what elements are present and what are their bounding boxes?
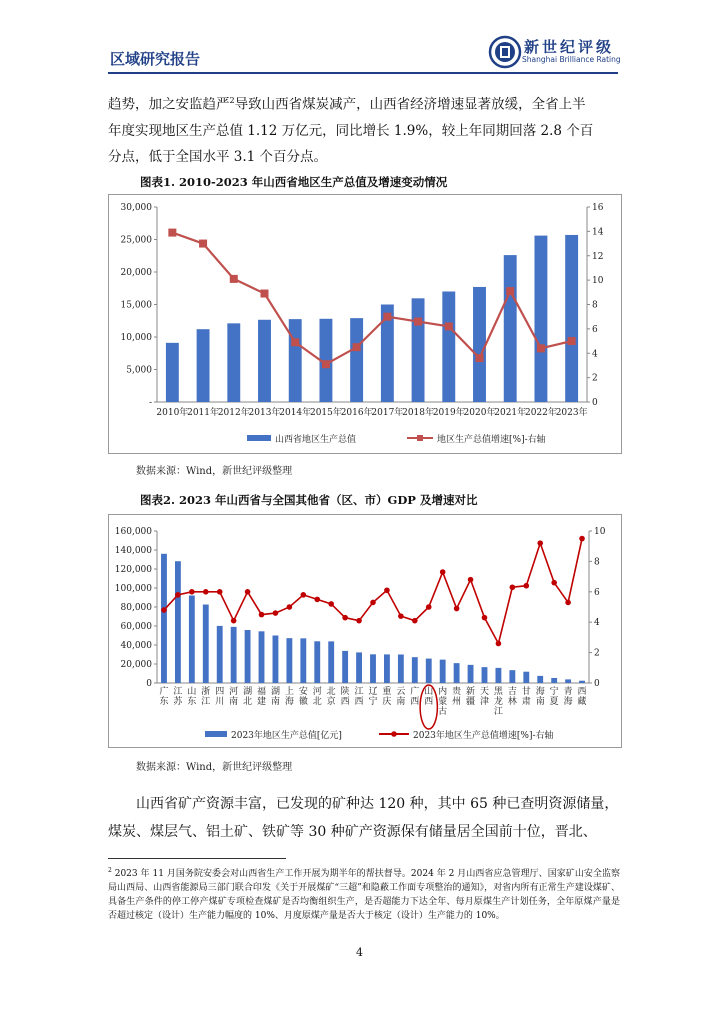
gdp-bar	[328, 641, 334, 683]
growth-point	[314, 597, 320, 603]
footnote-text: 2023 年 11 月国务院安委会对山西省生产工作开展为期半年的帮扶督导。2024 年 2 月山西省应急管理厅、国家矿山安全监察局山西局、山西省能源局三部门联合印发《关于开展煤矿“三超”和隐蔽工作面专项整治的通知》，对省内所有正常生产建设煤矿、具备生产条件的停工停产煤矿专项检查煤矿是否均衡组织生产，是否超能力下达全年、每月原煤生产计划任务，全年原煤产量是否超过核定（设计）生产能力幅度的 10%、月度原煤产量是否大于核定（设计）生产能力的 10%。	[108, 869, 620, 921]
report-section-title: 区域研究报告	[110, 50, 201, 68]
left-tick-label: 80,000	[120, 603, 152, 613]
category-label: 甘肃	[521, 687, 531, 707]
growth-point	[383, 313, 391, 321]
category-label: 湖南	[270, 687, 280, 707]
figure2-title: 图表2. 2023 年山西省与全国其他省（区、市）GDP 及增速对比	[140, 493, 478, 507]
gdp-bar	[426, 659, 432, 683]
right-tick-label: 2	[592, 373, 598, 384]
right-tick-label: 4	[594, 618, 600, 629]
category-label: 2011年	[187, 408, 220, 418]
gdp-bar	[161, 554, 167, 683]
left-tick-label: 30,000	[120, 203, 152, 213]
figure1-title: 图表1. 2010-2023 年山西省地区生产总值及增速变动情况	[140, 175, 448, 189]
growth-point	[445, 322, 453, 330]
growth-point	[523, 583, 529, 589]
paragraph-line: 山西省矿产资源丰富，已发现的矿种达 120 种，其中 65 种已查明资源储量，	[136, 796, 619, 812]
left-tick-label: 0	[146, 679, 152, 689]
paragraph-line: 分点，低于全国水平 3.1 个百分点。	[108, 148, 328, 165]
growth-point	[568, 337, 576, 345]
gdp-bar	[440, 660, 446, 683]
gdp-bar	[565, 235, 578, 402]
category-label: 2022年	[524, 408, 557, 418]
footnote-ref: 2	[229, 96, 235, 105]
growth-point	[353, 343, 361, 351]
right-tick-label: 16	[592, 203, 604, 213]
category-label: 2012年	[217, 408, 250, 418]
gdp-bar	[523, 672, 529, 683]
growth-point	[370, 600, 376, 606]
gdp-bar	[398, 655, 404, 684]
left-tick-label: 60,000	[120, 622, 152, 632]
growth-line	[164, 539, 582, 644]
growth-point	[482, 615, 488, 621]
growth-point	[551, 580, 557, 586]
category-label: 江苏	[173, 687, 183, 707]
gdp-bar	[342, 651, 348, 683]
category-label: 内蒙古	[438, 687, 448, 717]
category-label: 四川	[215, 687, 225, 707]
gdp-bar	[384, 654, 390, 683]
right-tick-label: 10	[592, 276, 604, 287]
gdp-bar	[495, 668, 501, 683]
growth-point	[414, 318, 422, 326]
right-tick-label: 2	[594, 648, 600, 659]
category-label: 重庆	[382, 687, 392, 707]
left-tick-label: 100,000	[114, 584, 152, 594]
right-tick-label: 8	[592, 300, 598, 311]
left-tick-label: 40,000	[120, 641, 152, 651]
category-label: 青海	[563, 687, 573, 707]
growth-point	[199, 240, 207, 248]
growth-point	[398, 613, 404, 619]
gdp-bar	[565, 679, 571, 683]
category-label: 广东	[159, 687, 169, 707]
gdp-bar	[203, 605, 209, 683]
gdp-bar	[289, 319, 302, 402]
category-label: 安徽	[298, 687, 308, 707]
gdp-bar	[314, 641, 320, 683]
figure2-chart-frame	[108, 514, 622, 748]
category-label: 广西	[410, 687, 420, 707]
paragraph-line	[108, 88, 620, 118]
gdp-bar	[245, 630, 251, 683]
growth-point	[537, 540, 543, 546]
left-tick-label: 120,000	[114, 565, 152, 575]
category-label: 北京	[326, 687, 336, 707]
category-label: 西藏	[577, 687, 587, 707]
gdp-bar	[350, 318, 363, 402]
gdp-bar	[175, 561, 181, 683]
growth-point	[496, 641, 502, 647]
gdp-bar	[273, 636, 279, 684]
gdp-bar	[551, 678, 557, 683]
category-label: 新疆	[466, 687, 476, 707]
category-label: 2021年	[494, 408, 527, 418]
gdp-bar	[534, 236, 547, 402]
category-label: 2020年	[463, 408, 496, 418]
text-run: 导致山西省煤炭减产，山西省经济增速显著放缓，全省上半	[234, 96, 586, 113]
right-tick-label: 10	[594, 527, 606, 537]
category-label: 2023年	[555, 408, 588, 418]
growth-point	[261, 290, 269, 298]
figure1-source: 数据来源：Wind，新世纪评级整理	[136, 466, 293, 477]
gdp-bar	[579, 681, 585, 683]
gdp-bar	[166, 343, 179, 402]
right-tick-label: 14	[592, 227, 604, 238]
gdp-bar	[259, 631, 265, 683]
category-label: 2013年	[248, 408, 281, 418]
growth-point	[440, 569, 446, 575]
category-label: 浙江	[201, 687, 211, 707]
category-label: 吉林	[507, 687, 517, 707]
page-number: 4	[356, 946, 363, 959]
growth-point	[468, 577, 474, 583]
growth-point	[161, 607, 167, 613]
left-tick-label: 160,000	[114, 527, 152, 537]
legend-line-label: 2023年地区生产总值增速[%]-右轴	[413, 731, 554, 741]
footnote-rule	[108, 858, 286, 859]
growth-point	[565, 600, 571, 606]
gdp-bar	[504, 255, 517, 402]
gdp-bar	[468, 665, 474, 683]
category-label: 辽宁	[368, 687, 378, 707]
gdp-bar	[482, 667, 488, 683]
left-tick-label: 15,000	[120, 300, 152, 311]
growth-point	[203, 589, 209, 595]
logo-english-name: Shanghai Brilliance Rating	[522, 55, 621, 64]
right-tick-label: 6	[594, 587, 600, 598]
right-tick-label: 0	[592, 398, 598, 408]
gdp-bar	[412, 298, 425, 402]
category-label: 2010年	[156, 408, 189, 418]
minerals-paragraph	[108, 790, 620, 846]
growth-point	[356, 618, 362, 624]
right-tick-label: 0	[594, 679, 600, 689]
gdp-bar	[300, 638, 306, 683]
category-label: 天津	[479, 687, 489, 707]
figure2-source: 数据来源：Wind，新世纪评级整理	[136, 762, 293, 773]
gdp-bar	[473, 287, 486, 402]
category-label: 湖北	[243, 687, 253, 707]
category-label: 上海	[284, 687, 294, 707]
growth-point	[426, 604, 432, 610]
category-label: 2018年	[402, 408, 435, 418]
footnote-mark: 2	[108, 867, 112, 874]
left-tick-label: 20,000	[120, 268, 152, 278]
growth-point	[231, 618, 237, 624]
category-label: 河南	[229, 687, 239, 707]
left-tick-label: 5,000	[126, 365, 152, 376]
legend-line-label: 地区生产总值增速[%]-右轴	[437, 435, 546, 445]
category-label: 宁夏	[549, 687, 559, 707]
growth-point	[291, 338, 299, 346]
gdp-bar	[217, 626, 223, 683]
text-run: 趋势，加之安监趋严	[108, 96, 230, 113]
gdp-bar	[258, 320, 271, 402]
logo-emblem-icon	[488, 35, 522, 69]
left-tick-label: 10,000	[120, 333, 152, 343]
category-label: 河北	[312, 687, 322, 707]
category-label: 福建	[257, 687, 267, 707]
growth-point	[506, 287, 514, 295]
gdp-bar	[442, 292, 455, 403]
growth-point	[245, 589, 251, 595]
category-label: 海南	[535, 687, 545, 707]
legend-bar-label: 2023年地区生产总值[亿元]	[231, 731, 342, 741]
right-tick-label: 6	[592, 324, 598, 335]
paragraph-line: 煤炭、煤层气、铝土矿、铁矿等 30 种矿产资源保有储量居全国前十位，晋北、	[108, 824, 597, 840]
category-label: 2014年	[279, 408, 312, 418]
category-label: 2017年	[371, 408, 404, 418]
gdp-bar	[537, 676, 543, 683]
figure2-chart	[109, 515, 621, 747]
figure1-chart	[109, 195, 621, 453]
left-tick-label: 140,000	[114, 546, 152, 556]
growth-point	[476, 354, 484, 362]
category-label: 2016年	[340, 408, 373, 418]
growth-point	[537, 344, 545, 352]
growth-point	[454, 606, 460, 612]
category-label: 山东	[187, 687, 197, 707]
gdp-bar	[412, 657, 418, 683]
right-tick-label: 8	[594, 557, 600, 568]
growth-point	[287, 604, 293, 610]
growth-point	[322, 360, 330, 368]
growth-point	[384, 587, 390, 593]
legend-bar-label: 山西省地区生产总值	[275, 435, 357, 445]
header-rule	[108, 72, 618, 74]
gdp-bar	[370, 654, 376, 683]
gdp-bar	[454, 663, 460, 683]
category-label: 云南	[396, 687, 406, 707]
right-tick-label: 12	[592, 251, 604, 262]
growth-point	[175, 592, 181, 598]
gdp-bar	[189, 596, 195, 683]
left-tick-label: 20,000	[120, 660, 152, 670]
category-label: 贵州	[452, 687, 462, 707]
legend-line-marker	[391, 731, 397, 737]
growth-point	[259, 612, 265, 618]
growth-point	[510, 584, 516, 590]
paragraph-line: 年度实现地区生产总值 1.12 万亿元，同比增长 1.9%，较上年同期回落 2.8 个百	[108, 122, 594, 139]
category-label: 陕西	[340, 687, 350, 707]
gdp-bar	[197, 329, 210, 402]
gdp-bar	[509, 670, 515, 683]
growth-point	[328, 601, 334, 607]
category-label: 2015年	[309, 408, 342, 418]
growth-point	[273, 610, 279, 616]
gdp-bar	[356, 652, 362, 683]
category-label: 江西	[354, 687, 364, 707]
category-label: 黑龙江	[493, 687, 503, 717]
growth-point	[301, 592, 307, 598]
left-tick-label: -	[148, 398, 152, 408]
legend-line-marker	[417, 435, 423, 441]
footnote	[108, 864, 620, 923]
growth-point	[579, 536, 585, 542]
growth-point	[342, 615, 348, 621]
growth-point	[189, 589, 195, 595]
gdp-bar	[286, 638, 292, 683]
figure1-chart-frame	[108, 194, 622, 454]
growth-point	[168, 229, 176, 237]
legend-bar-swatch	[205, 731, 227, 737]
left-tick-label: 25,000	[120, 235, 152, 246]
growth-point	[230, 275, 238, 283]
gdp-bar	[231, 627, 237, 683]
intro-paragraph	[108, 88, 620, 170]
growth-point	[217, 589, 223, 595]
category-label: 2019年	[432, 408, 465, 418]
gdp-bar	[227, 323, 240, 402]
category-label: 山西	[424, 687, 434, 707]
legend-bar-swatch	[247, 435, 271, 441]
logo-chinese-name: 新世纪评级	[524, 38, 615, 56]
growth-point	[412, 618, 418, 624]
right-tick-label: 4	[592, 349, 598, 360]
